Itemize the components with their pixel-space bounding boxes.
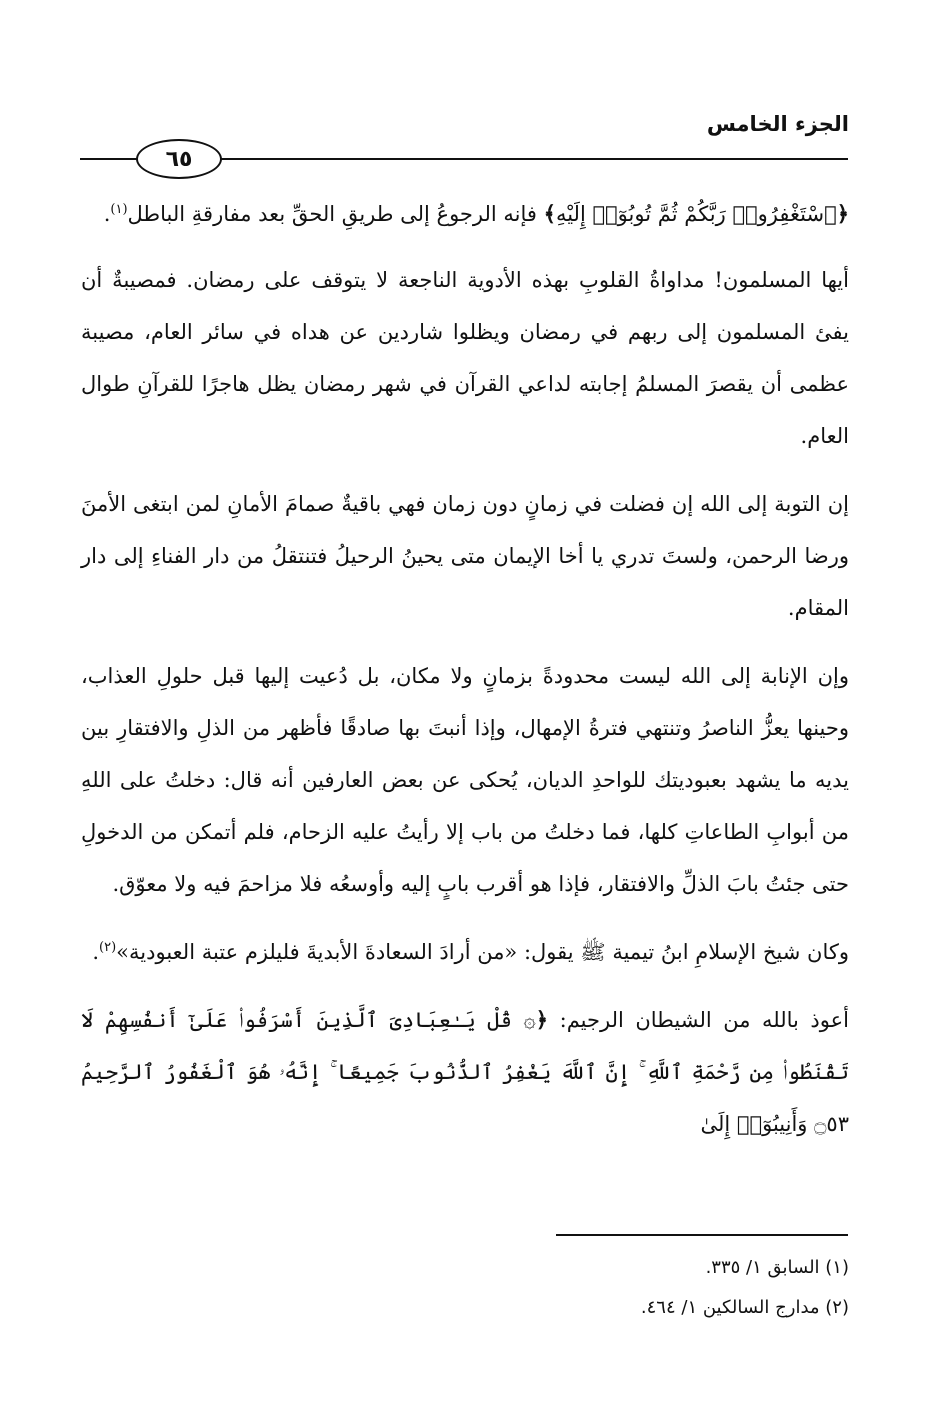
paragraph-text: وكان شيخ الإسلامِ ابنُ تيمية ﷺ يقول: «من أرادَ السعادةَ الأبديةَ فليلزم عتبة العبودية»: [116, 940, 849, 964]
quran-verse: ٱسْتَغْفِرُوا۟ رَبَّكُمْ ثُمَّ تُوبُوٓا۟ إِلَيْهِ: [555, 202, 837, 226]
paragraph-end: .: [103, 202, 111, 226]
paragraph-end: .: [92, 940, 100, 964]
verse-open-bracket: ﴿: [836, 202, 849, 226]
footnote-2: (٢) مدارج السالكين ١/ ٤٦٤.: [640, 1297, 849, 1318]
page-number: ٦٥: [136, 139, 222, 179]
footnote-marker: (٢): [99, 940, 117, 955]
verse-open-bracket: ﴿: [535, 1008, 549, 1032]
paragraph-6: [81, 994, 849, 1150]
quran-verse: ۞ قُلْ يَـٰعِبَادِىَ ٱلَّذِينَ أَسْرَفُوا۟ عَلَىٰٓ أَنفُسِهِمْ لَا تَقْنَطُوا۟ مِن رَّحْمَةِ ٱللَّهِ ۚ إِنَّ ٱللَّهَ يَغْفِرُ ٱلذُّنُوبَ جَمِيعًا ۚ إِنَّهُۥ هُوَ ٱلْغَفُورُ ٱلرَّحِيمُ ۝٥٣ وَأَنِيبُوٓا۟ إِلَىٰ: [81, 1008, 849, 1136]
paragraph-2: أيها المسلمون! مداواةُ القلوبِ بهذه الأدوية الناجعة لا يتوقف على رمضان. فمصيبةٌ أن يفئ المسلمون إلى ربهم في رمضان ويظلوا شاردين عن هداه في سائر العام، مصيبة عظمى أن يقصرَ المسلمُ إجابته لداعي القرآن في شهر رمضان يظل هاجرًا للقرآنِ طوال العام.: [81, 268, 849, 448]
paragraph-intro: أعوذ بالله من الشيطان الرجيم:: [548, 1008, 849, 1032]
paragraph-5: [81, 926, 849, 978]
running-title: الجزء الخامس: [706, 112, 849, 136]
footnotes: [81, 1248, 849, 1328]
paragraph-3: إن التوبة إلى الله إن فضلت في زمانٍ دون زمان فهي باقيةٌ صمامَ الأمانِ لمن ابتغى الأمنَ ورضا الرحمن، ولستَ تدري يا أخا الإيمان متى يحينُ الرحيلُ فتنتقلُ من دار الفناءِ إلى دار المقام.: [81, 492, 849, 620]
paragraph-4: وإن الإنابة إلى الله ليست محدودةً بزمانٍ ولا مكان، بل دُعيت إليها قبل حلولِ العذاب، وحينها يعزُّ الناصرُ وتنتهي فترةُ الإمهال، وإذا أنبتَ بها صادقًا فأظهر من الذلِ والافتقارِ بين يديه ما يشهد بعبوديتك للواحدِ الديان، يُحكى عن بعض العارفين أنه قال: دخلتُ على اللهِ من أبوابِ الطاعاتِ كلها، فما دخلتُ من باب إلا رأيتُ عليه الزحام، فلم أتمكن من الدخولِ حتى جئتُ بابَ الذلِّ والافتقار، فإذا هو أقرب بابٍ إليه وأوسعُه فلا مزاحمَ فيه ولا معوّق.: [81, 664, 849, 896]
body-text: [81, 188, 849, 1166]
footnote-rule: [556, 1234, 848, 1236]
paragraph-1: [81, 188, 849, 240]
verse-close-bracket: ﴾: [543, 202, 556, 226]
paragraph-text: فإنه الرجوعُ إلى طريقِ الحقِّ بعد مفارقةِ الباطل: [127, 202, 544, 226]
footnote-1: (١) السابق ١/ ٣٣٥.: [705, 1257, 849, 1278]
footnote-marker: (١): [110, 202, 128, 217]
